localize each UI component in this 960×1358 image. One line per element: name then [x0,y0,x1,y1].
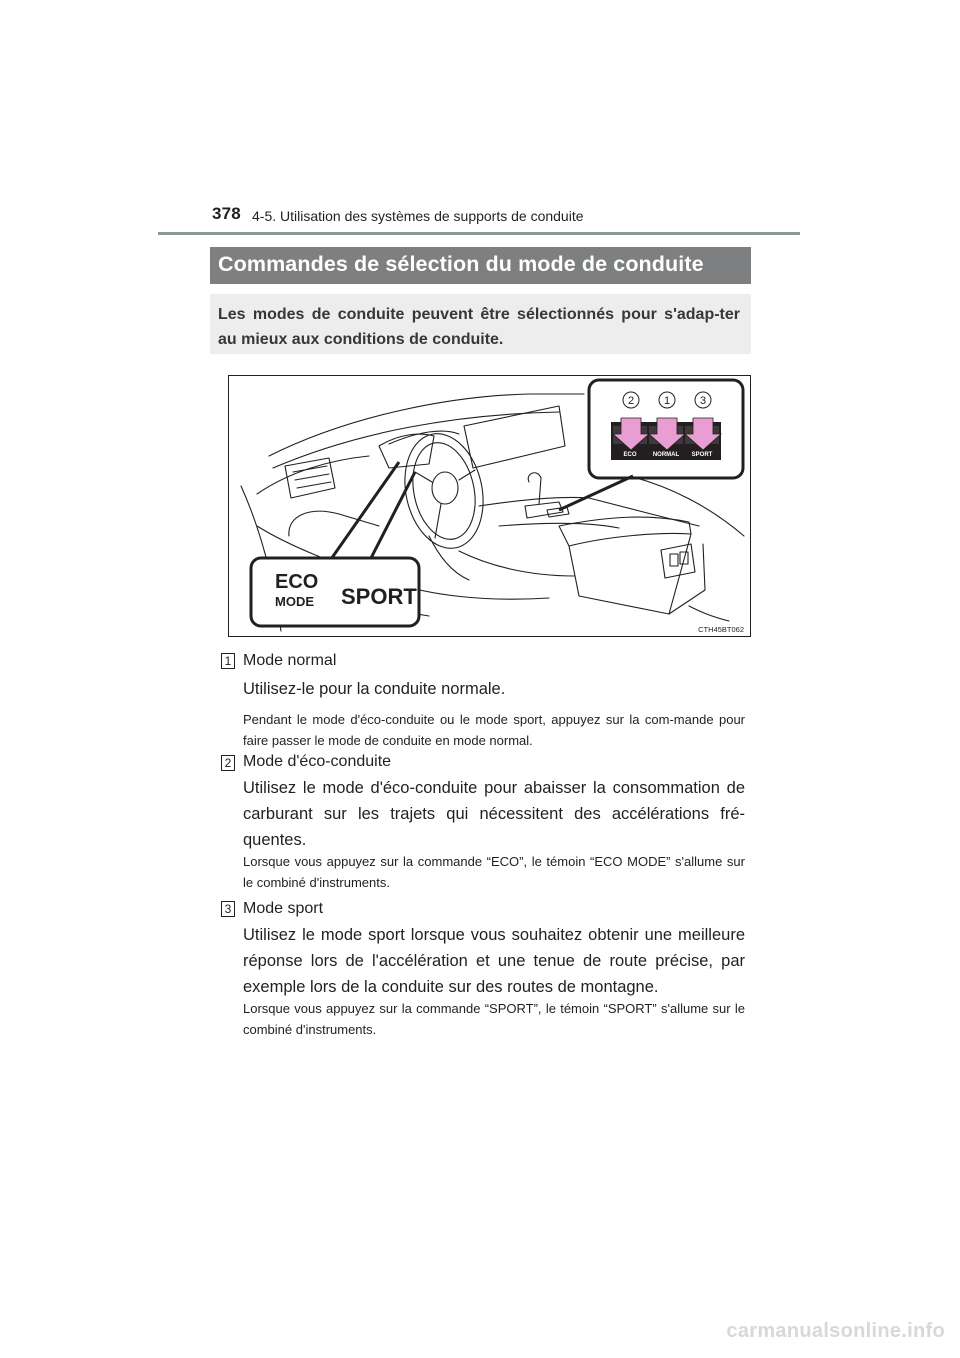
item-number-badge: 2 [221,755,235,771]
section-title-bar [210,247,751,284]
item-title-normal: Mode normal [243,652,337,669]
center-screen [464,406,565,468]
left-air-vent [285,458,335,498]
item-note-sport: Lorsque vous appuyez sur la commande “SPORT”, le témoin “SPORT” s'allume sur le combiné d'instruments. [243,1001,745,1037]
item-body-sport: Utilisez le mode sport lorsque vous souhaitez obtenir une meilleure réponse lors de l'accélération et une tenue de route précise, par exemple lors de la conduite sur des routes de montagne. [243,926,745,996]
item-note-normal: Pendant le mode d'éco-conduite ou le mode sport, appuyez sur la com-mande pour faire passer le mode de conduite en mode normal. [243,712,745,748]
section-header: 4-5. Utilisation des systèmes de supports de conduite [252,208,584,224]
cluster-hood [379,434,434,468]
figure-code: CTH45BT062 [698,625,744,634]
item-title-sport: Mode sport [243,900,324,917]
eco-indicator-line2: MODE [275,594,314,609]
switch-panel-inset [559,380,743,510]
sport-switch-label: SPORT [691,452,713,458]
intro-text: Les modes de conduite peuvent être sélectionnés pour s'adap-ter au mieux aux conditions de conduite. [218,306,740,348]
intro-box [210,294,751,354]
sport-indicator: SPORT [341,584,417,609]
dashboard-drawing [229,376,750,636]
eco-indicator-line1: ECO [275,571,319,593]
callout-number-2: 2 [627,395,635,407]
page-title: Commandes de sélection du mode de conduite [218,252,704,276]
item-number-badge: 3 [221,901,235,917]
callout-number-1: 1 [663,395,671,407]
item-title-eco: Mode d'éco-conduite [243,753,392,770]
watermark: carmanualsonline.info [726,1320,945,1342]
item-body-eco: Utilisez le mode d'éco-conduite pour abaisser la consommation de carburant sur les trajets qui nécessitent des accélérations fré-quentes. [243,779,745,849]
item-body-normal: Utilisez-le pour la conduite normale. [243,680,506,698]
dashboard-illustration [228,375,751,637]
steering-wheel [395,426,493,555]
armrest [559,517,691,546]
normal-switch-label: NORMAL [652,452,680,458]
item-note-eco: Lorsque vous appuyez sur la commande “ECO”, le témoin “ECO MODE” s'allume sur le combiné d'instruments. [243,854,745,890]
eco-switch-label: ECO [623,452,637,458]
header-divider [158,232,800,235]
callout-number-3: 3 [699,395,707,407]
item-number-badge: 1 [221,653,235,669]
page-number: 378 [212,204,241,223]
